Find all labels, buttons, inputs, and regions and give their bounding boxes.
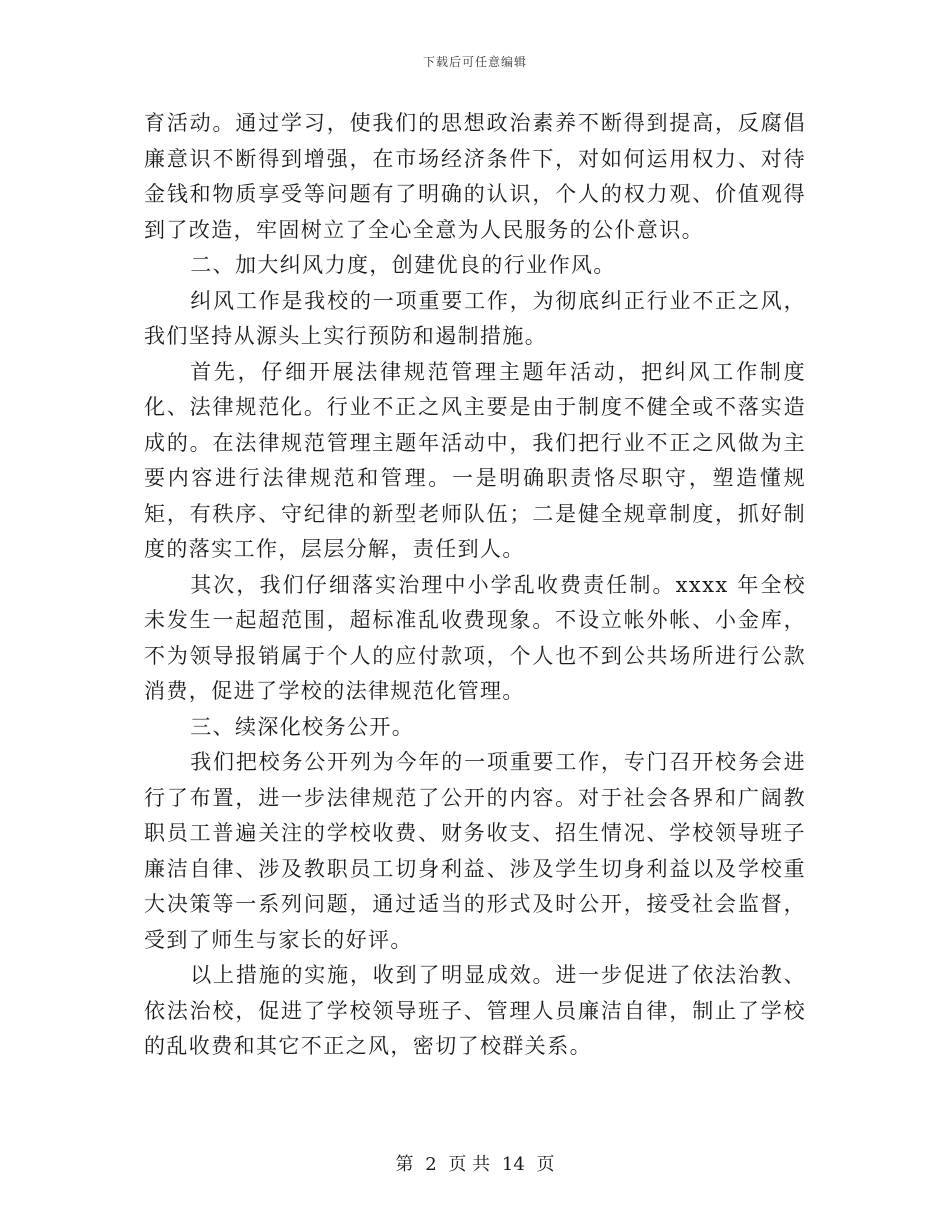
section-heading-2: 二、加大纠风力度，创建优良的行业作风。 (190, 253, 616, 277)
paragraph-8: 以上措施的实施，收到了明显成效。进一步促进了依法治教、依法治校，促进了学校领导班子、管理人员廉洁自律，制止了学校的乱收费和其它不正之风，密切了校群关系。 (144, 963, 806, 1058)
footer-total-pages: 14 (501, 1154, 525, 1175)
paragraph-7: 我们把校务公开列为今年的一项重要工作，专门召开校务会进行了布置，进一步法律规范了公开的内容。对于社会各界和广阔教职员工普遍关注的学校收费、财务收支、招生情况、学校领导班子廉洁自律、涉及教职员工切身利益、涉及学生切身利益以及学校重大决策等一系列问题，通过适当的形式及时公开，接受社会监督，受到了师生与家长的好评。 (144, 750, 806, 952)
footer-page-number: 2 (425, 1154, 437, 1175)
paragraph-1: 育活动。通过学习，使我们的思想政治素养不断得到提高，反腐倡廉意识不断得到增强，在市场经济条件下，对如何运用权力、对待金钱和物质享受等问题有了明确的认识，个人的权力观、价值观得到了改造，牢固树立了全心全意为人民服务的公仆意识。 (144, 111, 806, 242)
paragraph-4: 首先，仔细开展法律规范管理主题年活动，把纠风工作制度化、法律规范化。行业不正之风主要是由于制度不健全或不落实造成的。在法律规范管理主题年活动中，我们把行业不正之风做为主要内容进行法律规范和管理。一是明确职责恪尽职守，塑造懂规矩，有秩序、守纪律的新型老师队伍；二是健全规章制度，抓好制度的落实工作，层层分解，责任到人。 (144, 359, 806, 561)
document-body (144, 106, 806, 1065)
page-footer (0, 1153, 950, 1177)
footer-prefix: 第 (395, 1154, 414, 1175)
section-heading-3: 三、续深化校务公开。 (190, 714, 415, 739)
paragraph-3: 纠风工作是我校的一项重要工作，为彻底纠正行业不正之风，我们坚持从源头上实行预防和遏制措施。 (144, 288, 806, 348)
page-header-note: 下载后可任意编辑 (422, 55, 527, 69)
footer-suffix: 页 (536, 1154, 555, 1175)
footer-middle: 页 共 (448, 1154, 491, 1175)
paragraph-5: 其次，我们仔细落实治理中小学乱收费责任制。xxxx 年全校未发生一起超范围，超标准乱收费现象。不设立帐外帐、小金库，不为领导报销属于个人的应付款项，个人也不到公共场所进行公款消费，促进了学校的法律规范化管理。 (144, 572, 806, 703)
